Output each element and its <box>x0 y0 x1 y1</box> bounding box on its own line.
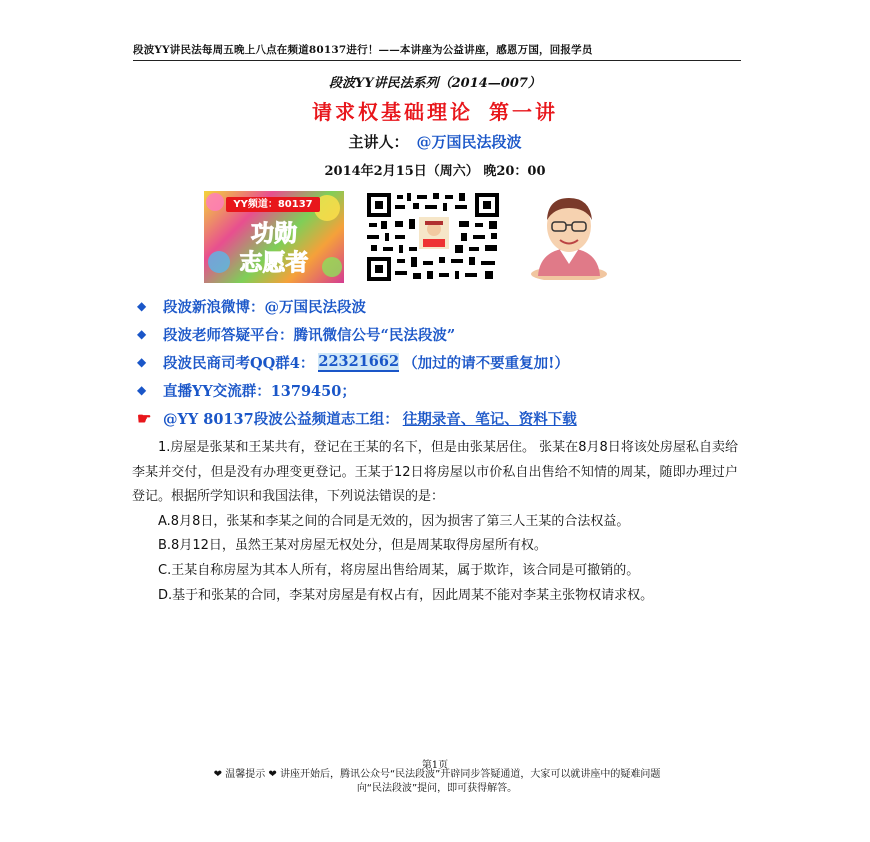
page-header: 段波YY讲民法每周五晚上八点在频道80137进行！——本讲座为公益讲座，感恩万国，回报学员 <box>133 42 741 61</box>
footer-line1: ❤ 温馨提示 ❤ 讲座开始后，腾讯公众号“民法段波”开辟同步答疑通道，大家可以就讲座中的疑难问题 <box>213 769 661 780</box>
weibo-info: 段波新浪微博：@万国民法段波 <box>163 298 366 316</box>
qq-group-number[interactable]: 22321662 <box>318 352 400 370</box>
diamond-icon: ◆ <box>137 383 147 397</box>
lecturer-label: 主讲人： <box>348 133 409 151</box>
qq-group-note: （加过的请不要重复加!） <box>403 354 569 372</box>
volunteer-badge-image <box>204 191 344 283</box>
lecture-title <box>0 96 870 125</box>
lecture-title-main: 请求权基础理论 <box>312 100 473 124</box>
wechat-info: 段波老师答疑平台：腾讯微信公号“民法段波” <box>163 326 456 344</box>
option-a: A.8月8日，张某和李某之间的合同是无效的，因为损害了第三人王某的合法权益。 <box>158 513 630 529</box>
pointing-hand-icon: ☛ <box>137 408 152 428</box>
yy-group-info: 直播YY交流群：1379450； <box>163 382 356 400</box>
page-number: 第1页 <box>421 760 449 771</box>
volunteer-label: @YY 80137段波公益频道志工组： <box>163 410 399 428</box>
list-item <box>137 292 577 320</box>
lecture-date: 2014年2月15日（周六） 晚20：00 <box>324 164 546 179</box>
qr-code-icon <box>365 191 501 283</box>
diamond-icon: ◆ <box>137 355 147 369</box>
diamond-icon: ◆ <box>137 299 147 313</box>
list-item <box>137 404 577 432</box>
lecture-title-part: 第一讲 <box>489 100 558 124</box>
list-item <box>137 348 577 376</box>
option-c: C.王某自称房屋为其本人所有，将房屋出售给周某，属于欺诈，该合同是可撤销的。 <box>158 562 640 578</box>
option-d: D.基于和张某的合同，李某对房屋是有权占有，因此周某不能对李某主张物权请求权。 <box>158 587 654 603</box>
lecturer-avatar <box>530 192 608 280</box>
badge-line1: 功勋 <box>251 221 297 247</box>
question-stem: 1.房屋是张某和王某共有，登记在王某的名下，但是由张某居住。 张某在8月8日将该处房屋私自卖给李某并交付，但是没有办理变更登记。王某于12日将房屋以市价私自出售给不知情的周某，随即办理过户登记。根据所学知识和我国法律，下列说法错误的是： <box>132 440 738 505</box>
qq-group-label: 段波民商司考QQ群4： <box>163 354 315 372</box>
option-b: B.8月12日，虽然王某对房屋无权处分，但是周某取得房屋所有权。 <box>158 538 547 554</box>
lecturer-name: @万国民法段波 <box>416 133 522 151</box>
download-link[interactable]: 往期录音、笔记、资料下载 <box>402 410 577 428</box>
list-item <box>137 376 577 404</box>
badge-line2: 志愿者 <box>239 250 309 276</box>
series-title: 段波YY讲民法系列（2014—007） <box>329 76 541 91</box>
list-item <box>137 320 577 348</box>
info-list <box>137 292 577 432</box>
lecturer-line <box>0 131 870 152</box>
footer-note <box>132 768 742 796</box>
badge-channel: YY频道：80137 <box>226 197 320 212</box>
footer-line2: 向“民法段波”提问，即可获得解答。 <box>356 783 518 794</box>
question-block <box>132 436 738 608</box>
diamond-icon: ◆ <box>137 327 147 341</box>
